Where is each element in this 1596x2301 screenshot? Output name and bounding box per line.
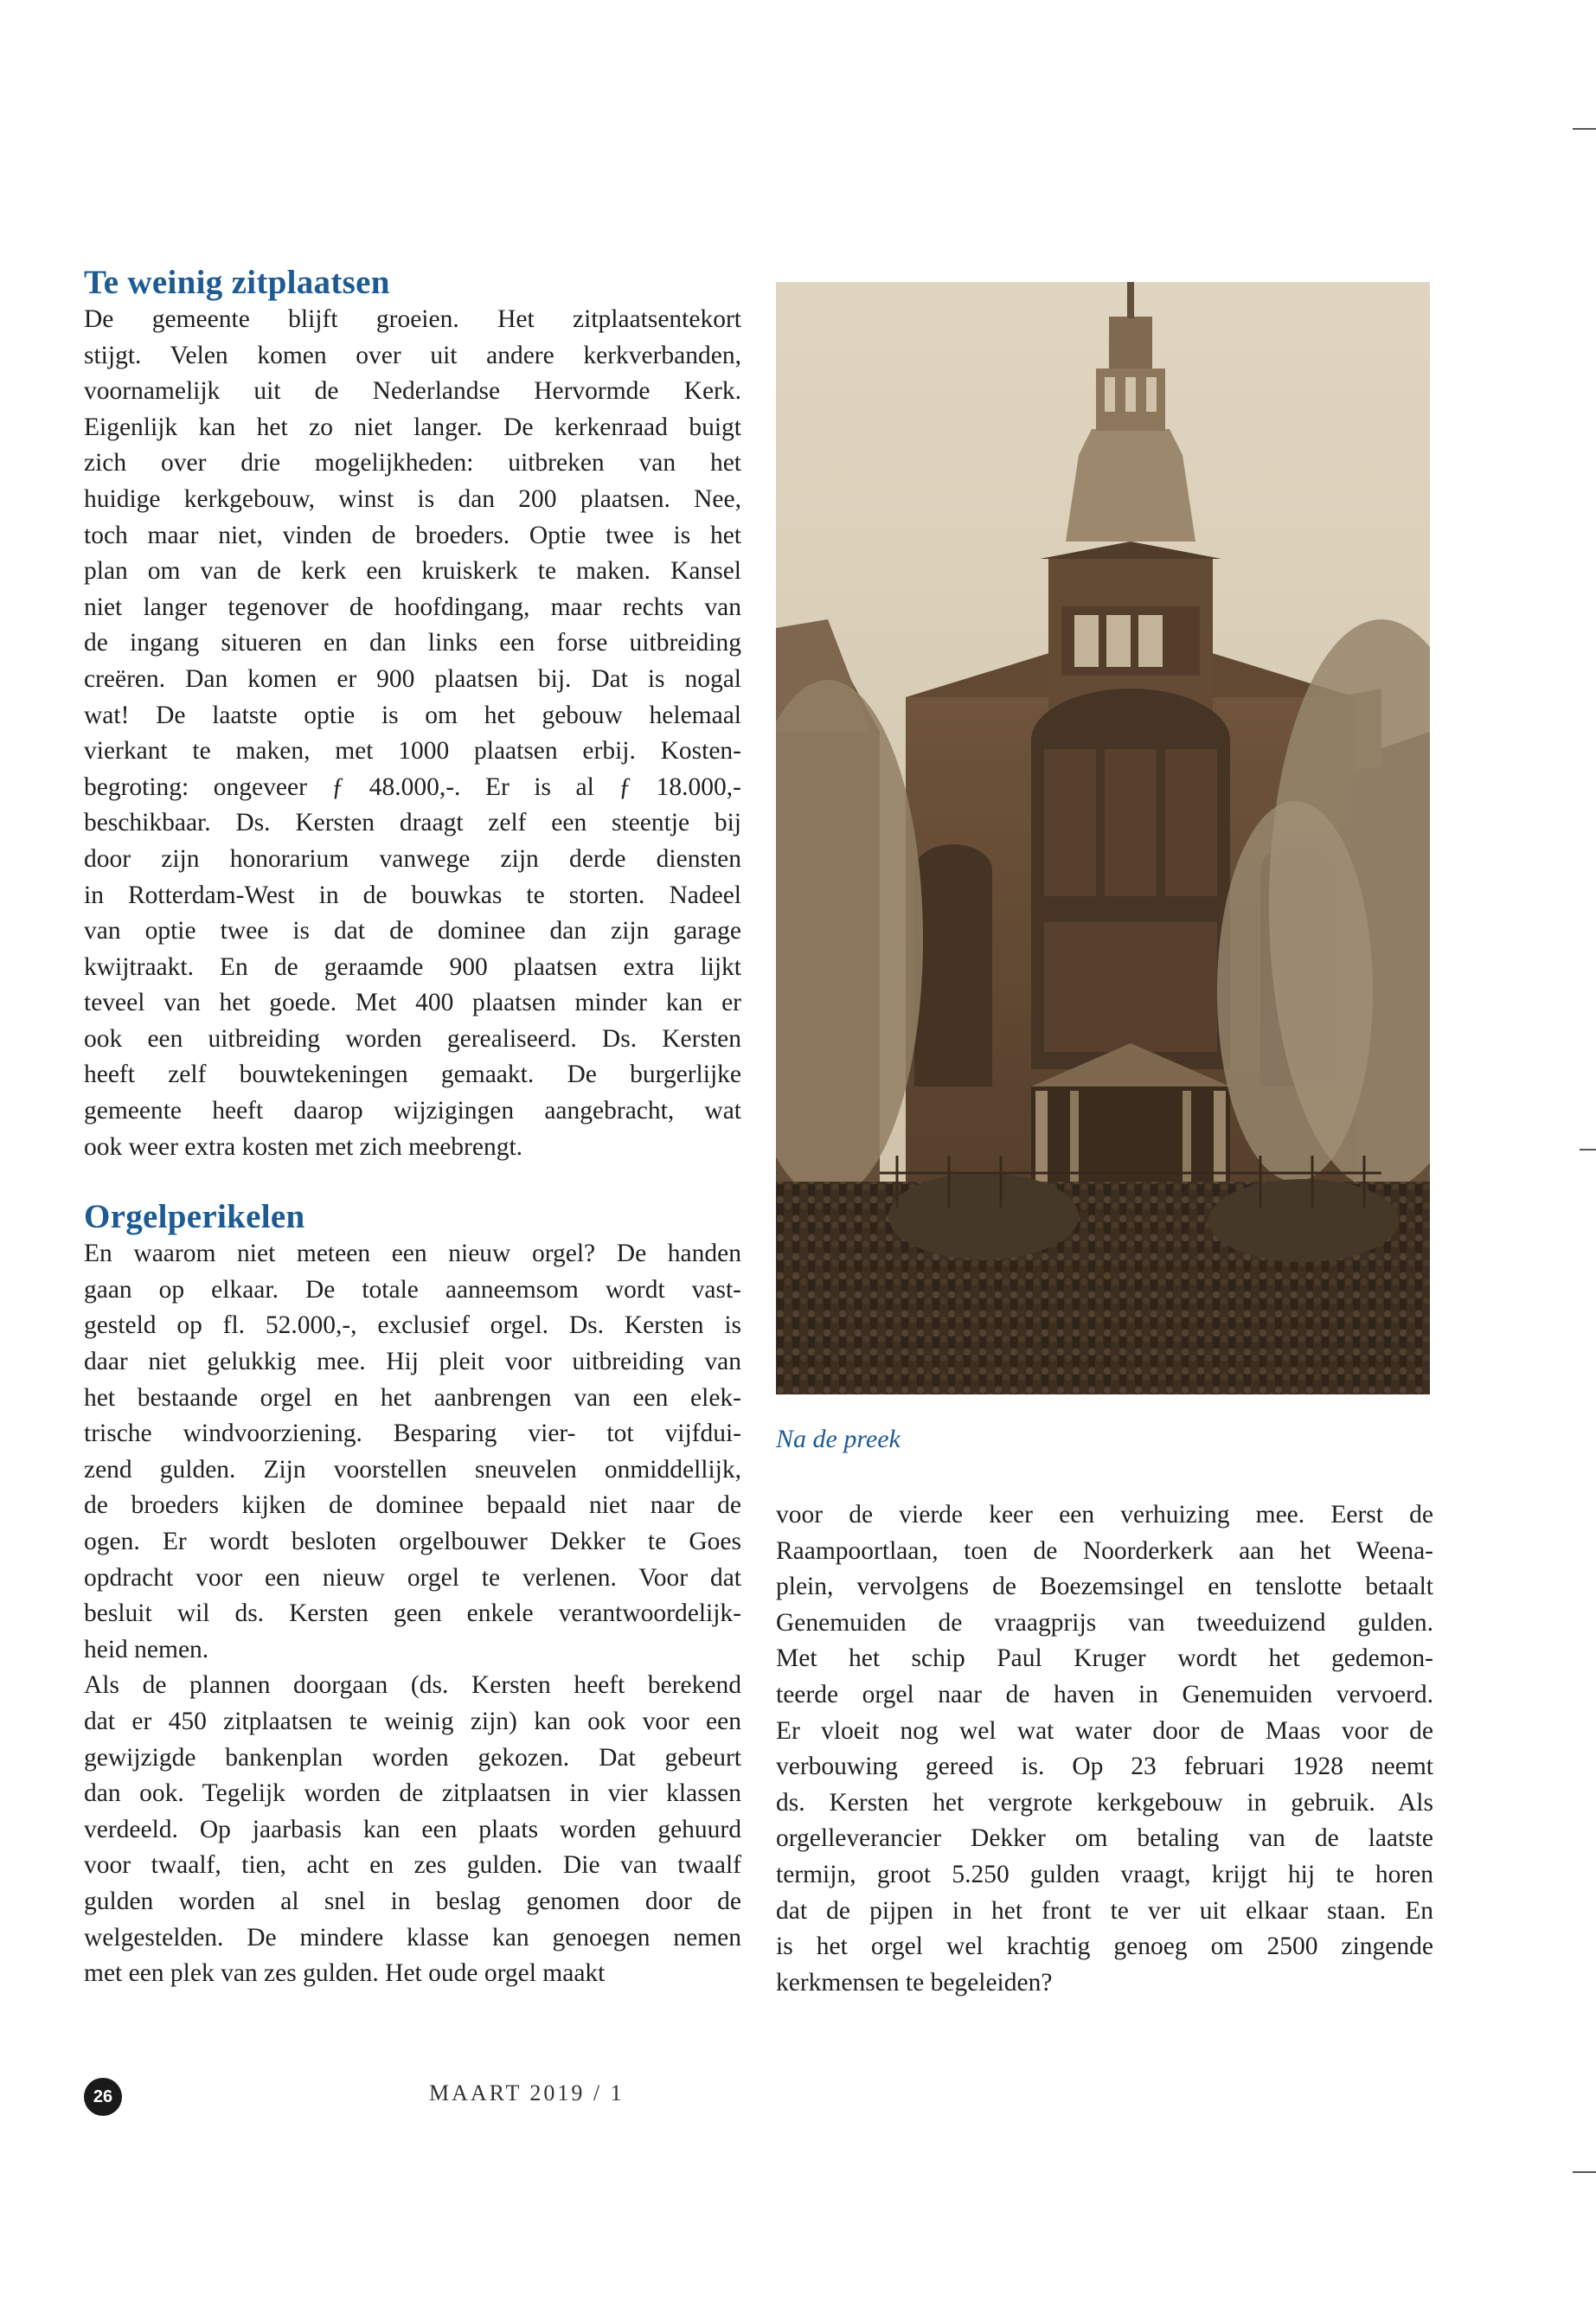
- text-line: in Rotterdam-West in de bouwkas te storten. Nadeel: [84, 881, 741, 909]
- section-heading-orgelperikelen: Orgelperikelen: [84, 1198, 305, 1236]
- crop-mark: [1580, 1149, 1596, 1150]
- text-line: orgelleverancier Dekker om betaling van de laatste: [776, 1824, 1433, 1853]
- text-line: termijn, groot 5.250 gulden vraagt, krijgt hij te horen: [776, 1860, 1433, 1888]
- text-line: voornamelijk uit de Nederlandse Hervormde Kerk.: [84, 377, 741, 406]
- section-heading-zitplaatsen: Te weinig zitplaatsen: [84, 264, 390, 301]
- text-line: begroting: ongeveer ƒ 48.000,-. Er is al ƒ 18.000,-: [84, 772, 741, 801]
- text-line: van optie twee is dat de dominee dan zijn garage: [84, 917, 741, 945]
- text-line: opdracht voor een nieuw orgel te verlenen. Voor dat: [84, 1563, 741, 1592]
- text-line: welgestelden. De mindere klasse kan genoegen nemen: [84, 1923, 741, 1952]
- text-line: dat de pijpen in het front te ver uit elkaar staan. En: [776, 1896, 1433, 1925]
- text-line: ook weer extra kosten met zich meebrengt.: [84, 1132, 523, 1161]
- text-line: ook een uitbreiding worden gerealiseerd. Ds. Kersten: [84, 1024, 741, 1053]
- text-line: En waarom niet meteen een nieuw orgel? De handen: [84, 1240, 741, 1268]
- text-line: Er vloeit nog wel wat water door de Maas voor de: [776, 1716, 1433, 1745]
- photo-caption: Na de preek: [776, 1425, 901, 1453]
- text-line: voor de vierde keer een verhuizing mee. Eerst de: [776, 1501, 1433, 1529]
- text-line: Raampoortlaan, toen de Noorderkerk aan het Weena-: [776, 1536, 1433, 1565]
- text-line: stijgt. Velen komen over uit andere kerkverbanden,: [84, 341, 741, 369]
- text-line: gaan op elkaar. De totale aanneemsom wordt vast-: [84, 1275, 741, 1304]
- text-line: toch maar niet, vinden de broeders. Optie twee is het: [84, 521, 741, 549]
- text-line: verdeeld. Op jaarbasis kan een plaats worden gehuurd: [84, 1815, 741, 1843]
- text-line: gesteld op fl. 52.000,-, exclusief orgel. Ds. Kersten is: [84, 1311, 741, 1340]
- text-line: Met het schip Paul Kruger wordt het gedemon-: [776, 1644, 1433, 1673]
- text-line: ogen. Er wordt besloten orgelbouwer Dekker te Goes: [84, 1528, 741, 1555]
- crop-mark: [1573, 2171, 1596, 2173]
- text-line: De gemeente blijft groeien. Het zitplaatsentekort: [84, 305, 741, 333]
- text-line: wat! De laatste optie is om het gebouw helemaal: [84, 701, 741, 729]
- text-line: door zijn honorarium vanwege zijn derde diensten: [84, 844, 741, 873]
- text-line: kerkmensen te begeleiden?: [776, 1968, 1053, 1997]
- issue-label: MAART 2019 / 1: [429, 2080, 625, 2106]
- text-line: plein, vervolgens de Boezemsingel en tenslotte betaalt: [776, 1573, 1433, 1601]
- section-body-orgelperikelen: [84, 1236, 741, 1668]
- text-line: teveel van het goede. Met 400 plaatsen minder kan er: [84, 989, 741, 1017]
- text-line: daar niet gelukkig mee. Hij pleit voor uitbreiding van: [84, 1348, 741, 1376]
- text-line: Als de plannen doorgaan (ds. Kersten heeft berekend: [84, 1671, 741, 1700]
- text-line: ds. Kersten het vergrote kerkgebouw in gebruik. Als: [776, 1788, 1433, 1817]
- text-line: vierkant te maken, met 1000 plaatsen erbij. Kosten-: [84, 737, 741, 766]
- text-line: trische windvoorziening. Besparing vier- tot vijfdui-: [84, 1420, 741, 1448]
- text-line: gemeente heeft daarop wijzigingen aangebracht, wat: [84, 1097, 741, 1125]
- text-line: het bestaande orgel en het aanbrengen van een elek-: [84, 1383, 741, 1412]
- text-line: teerde orgel naar de haven in Genemuiden vervoerd.: [776, 1680, 1433, 1708]
- page-number: 26: [84, 2078, 122, 2116]
- text-line: de ingang situeren en dan links een forse uitbreiding: [84, 629, 741, 657]
- church-illustration: [776, 282, 1430, 1394]
- text-line: niet langer tegenover de hoofdingang, maar rechts van: [84, 593, 741, 621]
- text-line: plan om van de kerk een kruiskerk te maken. Kansel: [84, 557, 741, 586]
- section-body-orgelperikelen-continued: [84, 1668, 741, 1991]
- text-line: gulden worden al snel in beslag genomen door de: [84, 1887, 741, 1915]
- section-body-zitplaatsen: [84, 302, 741, 1165]
- church-photo: [776, 282, 1430, 1394]
- text-line: is het orgel wel krachtig genoeg om 2500 zingende: [776, 1932, 1433, 1961]
- text-line: gewijzigde bankenplan worden gekozen. Dat gebeurt: [84, 1743, 741, 1772]
- text-line: beschikbaar. Ds. Kersten draagt zelf een steentje bij: [84, 809, 741, 837]
- text-line: dat er 450 zitplaatsen te weinig zijn) kan ook voor een: [84, 1707, 741, 1735]
- text-line: zich over drie mogelijkheden: uitbreken van het: [84, 449, 741, 478]
- text-line: zend gulden. Zijn voorstellen sneuvelen onmiddellijk,: [84, 1455, 741, 1484]
- text-line: heid nemen.: [84, 1635, 209, 1663]
- text-line: dan ook. Tegelijk worden de zitplaatsen in vier klassen: [84, 1779, 741, 1808]
- text-line: heeft zelf bouwtekeningen gemaakt. De burgerlijke: [84, 1061, 741, 1089]
- right-column: [776, 1497, 1433, 2001]
- text-line: Genemuiden de vraagprijs van tweeduizend gulden.: [776, 1608, 1433, 1637]
- text-line: creëren. Dan komen er 900 plaatsen bij. Dat is nogal: [84, 664, 741, 693]
- left-column: [84, 264, 741, 1992]
- text-line: huidige kerkgebouw, winst is dan 200 plaatsen. Nee,: [84, 484, 741, 513]
- text-line: met een plek van zes gulden. Het oude orgel maakt: [84, 1959, 606, 1988]
- crop-mark: [1573, 128, 1596, 130]
- text-line: kwijtraakt. En de geraamde 900 plaatsen extra lijkt: [84, 952, 741, 981]
- text-line: Eigenlijk kan het zo niet langer. De kerkenraad buigt: [84, 413, 741, 441]
- text-line: besluit wil ds. Kersten geen enkele verantwoordelijk-: [84, 1599, 741, 1628]
- right-column-body: [776, 1497, 1433, 2001]
- text-line: de broeders kijken de dominee bepaald niet naar de: [84, 1491, 741, 1520]
- text-line: voor twaalf, tien, acht en zes gulden. Die van twaalf: [84, 1851, 741, 1880]
- text-line: verbouwing gereed is. Op 23 februari 1928 neemt: [776, 1753, 1433, 1781]
